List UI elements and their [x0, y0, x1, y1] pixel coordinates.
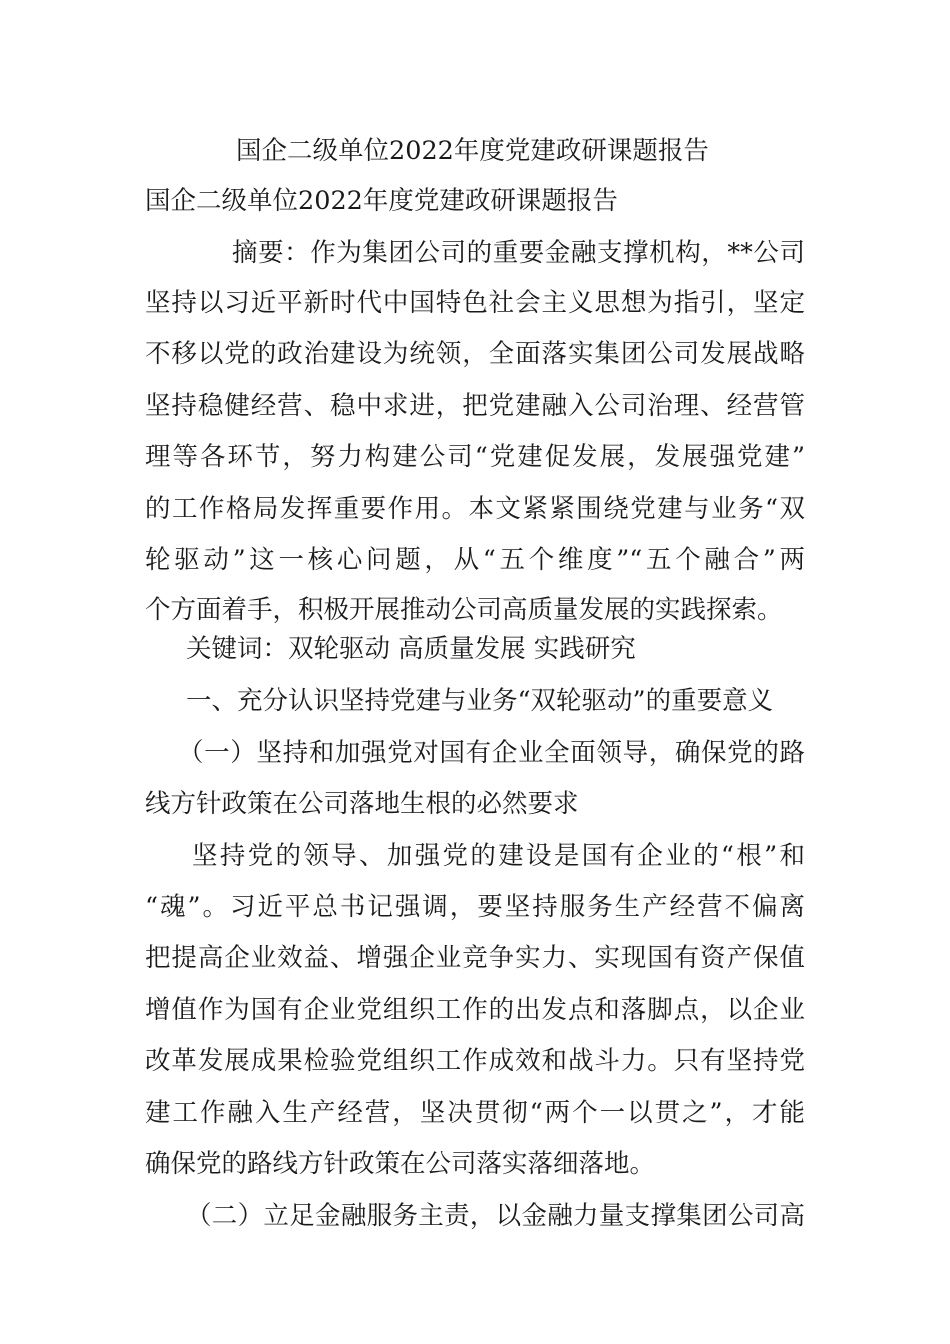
abstract-line: 摘要：作为集团公司的重要金融支撑机构，**公司 [232, 238, 805, 268]
body-line: 改革发展成果检验党组织工作成效和战斗力。只有坚持党 [145, 1046, 805, 1076]
body-line: 把提高企业效益、增强企业竞争实力、实现国有资产保值 [145, 943, 805, 973]
abstract-line: 的工作格局发挥重要作用。本文紧紧围绕党建与业务“双 [145, 494, 805, 524]
subsection-heading: （一）坚持和加强党对国有企业全面领导，确保党的路 [178, 738, 805, 768]
abstract-line: 个方面着手，积极开展推动公司高质量发展的实践探索。 [145, 595, 783, 625]
abstract-line: 不移以党的政治建设为统领，全面落实集团公司发展战略 [145, 339, 805, 369]
subsection-heading: （二）立足金融服务主责，以金融力量支撑集团公司高 [186, 1201, 805, 1231]
body-line: 增值作为国有企业党组织工作的出发点和落脚点，以企业 [145, 995, 805, 1025]
abstract-line: 坚持以习近平新时代中国特色社会主义思想为指引，坚定 [145, 288, 805, 318]
document-title: 国企二级单位2022年度党建政研课题报告 [236, 136, 709, 166]
body-line: 建工作融入生产经营，坚决贯彻“两个一以贯之”，才能 [145, 1098, 805, 1128]
body-line: 坚持党的领导、加强党的建设是国有企业的“根”和 [192, 841, 805, 871]
document-subtitle: 国企二级单位2022年度党建政研课题报告 [145, 186, 618, 216]
keywords-line: 关键词：双轮驱动 高质量发展 实践研究 [186, 634, 636, 664]
abstract-line: 理等各环节，努力构建公司“党建促发展，发展强党建” [145, 442, 805, 472]
subsection-heading: 线方针政策在公司落地生根的必然要求 [145, 789, 579, 819]
section-heading: 一、充分认识坚持党建与业务“双轮驱动”的重要意义 [186, 686, 774, 716]
body-line: 确保党的路线方针政策在公司落实落细落地。 [145, 1149, 656, 1179]
abstract-line: 轮驱动”这一核心问题，从“五个维度”“五个融合”两 [145, 545, 805, 575]
body-line: “魂”。习近平总书记强调，要坚持服务生产经营不偏离 [145, 892, 805, 922]
abstract-line: 坚持稳健经营、稳中求进，把党建融入公司治理、经营管 [145, 391, 805, 421]
